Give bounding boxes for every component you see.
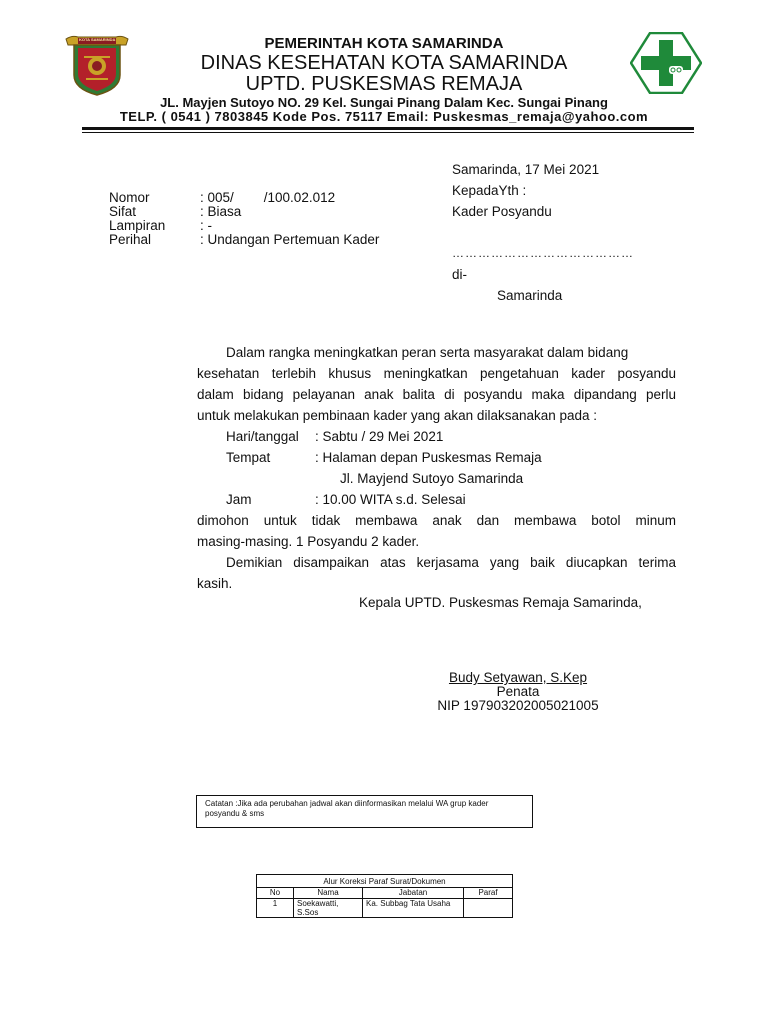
signatory-nip: NIP 197903202005021005 bbox=[437, 698, 599, 713]
note-box bbox=[196, 795, 533, 828]
addressee-dots: …………………………………… bbox=[452, 246, 634, 260]
table-row bbox=[257, 899, 513, 918]
detail-label-date: Hari/tanggal bbox=[226, 429, 299, 444]
column-header-jabatan: Jabatan bbox=[363, 888, 464, 899]
salutation: KepadaYth : bbox=[452, 183, 527, 198]
table-cell-paraf bbox=[464, 899, 513, 918]
body-line: Dalam rangka meningkatkan peran serta masyarakat dalam bidang bbox=[226, 345, 629, 360]
meta-value-perihal: : Undangan Pertemuan Kader bbox=[200, 232, 380, 247]
government-heading: PEMERINTAH KOTA SAMARINDA bbox=[264, 35, 504, 52]
detail-value-time: : 10.00 WITA s.d. Selesai bbox=[315, 492, 466, 507]
detail-label-time: Jam bbox=[226, 492, 252, 507]
body-line: dalam bidang pelayanan anak balita di posyandu maka dipandang perlu bbox=[197, 387, 676, 402]
meta-value-lampiran: : - bbox=[200, 218, 212, 233]
meta-value-sifat: : Biasa bbox=[200, 204, 242, 219]
unit-heading: UPTD. PUSKESMAS REMAJA bbox=[245, 73, 523, 95]
addressee: Kader Posyandu bbox=[452, 204, 552, 219]
body-line: Demikian disampaikan atas kerjasama yang baik diucapkan terima bbox=[226, 555, 676, 570]
signatory-name: Budy Setyawan, S.Kep bbox=[448, 670, 588, 685]
correction-table-title: Alur Koreksi Paraf Surat/Dokumen bbox=[257, 875, 513, 888]
table-cell-jabatan: Ka. Subbag Tata Usaha bbox=[363, 899, 464, 918]
table-cell-nama: Soekawatti, S.Sos bbox=[294, 899, 363, 918]
header-divider-thin bbox=[82, 132, 694, 133]
di-label: di- bbox=[452, 267, 468, 282]
recipient-city: Samarinda bbox=[497, 288, 563, 303]
meta-label-lampiran: Lampiran bbox=[109, 218, 166, 233]
correction-table bbox=[256, 874, 513, 918]
meta-label-nomor: Nomor bbox=[109, 190, 150, 205]
signatory-rank: Penata bbox=[496, 684, 540, 699]
address-line: JL. Mayjen Sutoyo NO. 29 Kel. Sungai Pinang Dalam Kec. Sungai Pinang bbox=[160, 95, 608, 110]
contact-line: TELP. ( 0541 ) 7803845 Kode Pos. 75117 Email: Puskesmas_remaja@yahoo.com bbox=[119, 109, 649, 124]
city-emblem-text: KOTA SAMARINDA bbox=[79, 37, 116, 42]
body-line: untuk melakukan pembinaan kader yang akan dilaksanakan pada : bbox=[197, 408, 598, 423]
column-header-paraf: Paraf bbox=[464, 888, 513, 899]
column-header-no: No bbox=[257, 888, 294, 899]
meta-label-sifat: Sifat bbox=[109, 204, 137, 219]
header-divider-thick bbox=[82, 127, 694, 130]
signature-title: Kepala UPTD. Puskesmas Remaja Samarinda, bbox=[359, 595, 642, 610]
table-cell-no: 1 bbox=[257, 899, 294, 918]
detail-label-place: Tempat bbox=[226, 450, 271, 465]
body-line: kesehatan terlebih khusus meningkatkan pengetahuan kader posyandu bbox=[197, 366, 676, 381]
note-text: Catatan :Jika ada perubahan jadwal akan diinformasikan melalui WA grup kader posyandu & sms bbox=[205, 799, 489, 818]
body-line: kasih. bbox=[197, 576, 233, 591]
detail-value-date: : Sabtu / 29 Mei 2021 bbox=[315, 429, 444, 444]
meta-value-nomor: : 005/ /100.02.012 bbox=[200, 190, 336, 205]
meta-label-perihal: Perihal bbox=[109, 232, 152, 247]
body-line: masing-masing. 1 Posyandu 2 kader. bbox=[197, 534, 420, 549]
place-date: Samarinda, 17 Mei 2021 bbox=[452, 162, 600, 177]
detail-value-address: Jl. Mayjend Sutoyo Samarinda bbox=[340, 471, 524, 486]
department-heading: DINAS KESEHATAN KOTA SAMARINDA bbox=[200, 52, 568, 74]
body-line: dimohon untuk tidak membawa anak dan membawa botol minum bbox=[197, 513, 676, 528]
detail-value-place: : Halaman depan Puskesmas Remaja bbox=[315, 450, 542, 465]
column-header-nama: Nama bbox=[294, 888, 363, 899]
